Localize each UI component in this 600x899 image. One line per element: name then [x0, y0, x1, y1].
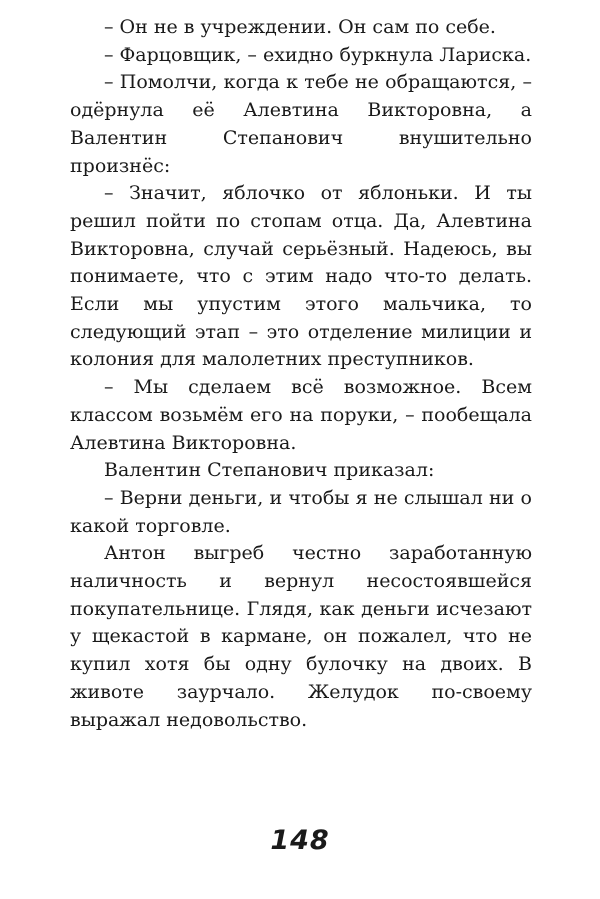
page-body	[70, 14, 532, 734]
paragraph: – Помолчи, когда к тебе не обращаются, – одёрнула её Алевтина Викторовна, а Валентин Степанович внушительно произнёс:	[70, 71, 532, 177]
paragraph: Валентин Степанович приказал:	[104, 459, 435, 482]
paragraph: – Он не в учреждении. Он сам по себе.	[104, 16, 496, 38]
paragraph: – Мы сделаем всё возможное. Всем классом возьмём его на поруки, – пообещала Алевтина Викторовна.	[70, 376, 532, 454]
paragraph: – Верни деньги, и чтобы я не слышал ни о какой торговле.	[70, 486, 532, 537]
paragraph: Антон выгреб честно заработанную наличность и вернул несостоявшейся покупательнице. Глядя, как деньги исчезают у щекастой в кармане, он пожалел, что не купил хотя бы одну булочку на двоих. В животе заурчало. Желудок по-своему выражал недовольство.	[70, 542, 532, 731]
paragraph: – Фарцовщик, – ехидно буркнула Лариска.	[104, 43, 532, 66]
page-number: 148	[270, 825, 330, 856]
paragraph: – Значит, яблочко от яблоньки. И ты решил пойти по стопам отца. Да, Алевтина Викторовна, случай серьёзный. Надеюсь, вы понимаете, что с этим надо что-то делать. Если мы упустим этого мальчика, то следующий этап – это отделение милиции и колония для малолетних преступников.	[70, 182, 532, 371]
